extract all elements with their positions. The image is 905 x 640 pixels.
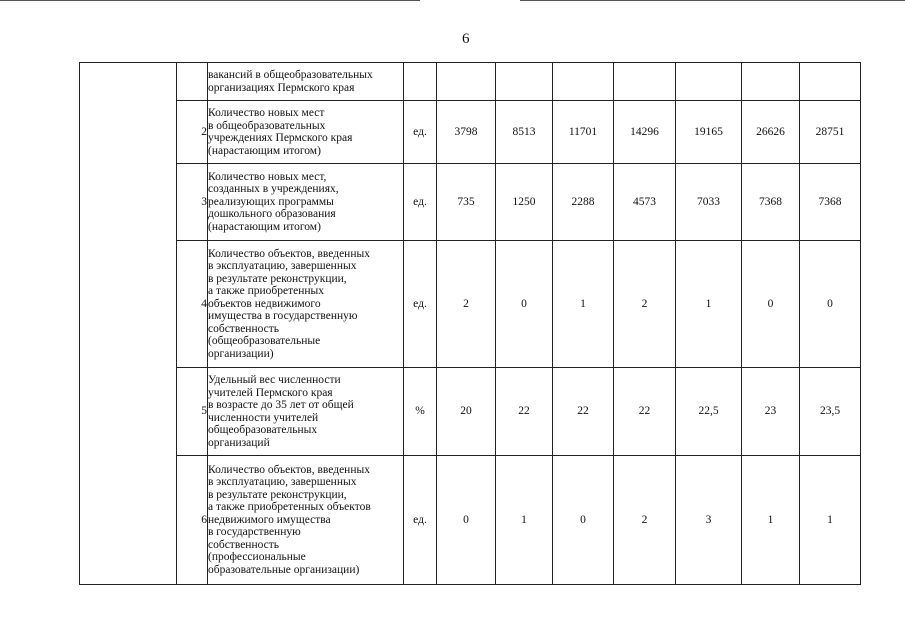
value-cell-7 — [800, 63, 861, 101]
row-number — [177, 63, 208, 101]
table-row — [80, 63, 861, 101]
value-cell-7: 1 — [800, 456, 861, 585]
value-cell-7: 7368 — [800, 164, 861, 241]
table-row — [80, 164, 861, 241]
table-row — [80, 101, 861, 164]
value-cell-2: 8513 — [496, 101, 553, 164]
value-cell-1: 0 — [437, 456, 496, 585]
indicators-table — [79, 62, 861, 585]
row-number: 2 — [177, 101, 208, 164]
page-number: 6 — [462, 31, 470, 47]
value-cell-3: 0 — [553, 456, 614, 585]
unit-cell: % — [404, 368, 437, 456]
value-cell-2: 1250 — [496, 164, 553, 241]
value-cell-7: 28751 — [800, 101, 861, 164]
value-cell-4 — [614, 63, 676, 101]
row-number: 4 — [177, 241, 208, 368]
indicator-name: Количество объектов, введенных в эксплуатацию, завершенных в результате реконструкции, а также приобретенных объектов недвижимого имущества в государственную собственность (профессиональные образовательные организации) — [208, 456, 404, 585]
indicator-name: Количество объектов, введенных в эксплуатацию, завершенных в результате реконструкции, а также приобретенных объектов недвижимого имущества в государственную собственность (общеобразовательные организации) — [208, 241, 404, 368]
value-cell-7: 23,5 — [800, 368, 861, 456]
value-cell-4: 4573 — [614, 164, 676, 241]
value-cell-5: 19165 — [676, 101, 742, 164]
table-row — [80, 368, 861, 456]
value-cell-3: 22 — [553, 368, 614, 456]
unit-cell: ед. — [404, 456, 437, 585]
value-cell-2: 22 — [496, 368, 553, 456]
value-cell-3: 11701 — [553, 101, 614, 164]
value-cell-1: 2 — [437, 241, 496, 368]
table-row — [80, 456, 861, 585]
value-cell-6: 7368 — [742, 164, 800, 241]
indicator-name: Количество новых мест в общеобразовательных учреждениях Пермского края (нарастающим итогом) — [208, 101, 404, 164]
row-number: 5 — [177, 368, 208, 456]
value-cell-4: 2 — [614, 456, 676, 585]
row-number: 6 — [177, 456, 208, 585]
value-cell-2: 0 — [496, 241, 553, 368]
value-cell-6: 1 — [742, 456, 800, 585]
value-cell-1: 735 — [437, 164, 496, 241]
value-cell-6 — [742, 63, 800, 101]
row-number: 3 — [177, 164, 208, 241]
scan-edge-line-left — [0, 0, 420, 1]
value-cell-2: 1 — [496, 456, 553, 585]
value-cell-1: 20 — [437, 368, 496, 456]
value-cell-5: 1 — [676, 241, 742, 368]
value-cell-4: 2 — [614, 241, 676, 368]
value-cell-6: 0 — [742, 241, 800, 368]
value-cell-3: 2288 — [553, 164, 614, 241]
value-cell-4: 14296 — [614, 101, 676, 164]
value-cell-5: 7033 — [676, 164, 742, 241]
unit-cell — [404, 63, 437, 101]
value-cell-2 — [496, 63, 553, 101]
unit-cell: ед. — [404, 241, 437, 368]
value-cell-5 — [676, 63, 742, 101]
value-cell-6: 23 — [742, 368, 800, 456]
unit-cell: ед. — [404, 101, 437, 164]
value-cell-1: 3798 — [437, 101, 496, 164]
value-cell-3 — [553, 63, 614, 101]
indicator-name: вакансий в общеобразовательных организациях Пермского края — [208, 63, 404, 101]
scan-edge-line-right — [520, 0, 905, 1]
value-cell-3: 1 — [553, 241, 614, 368]
indicator-name: Количество новых мест, созданных в учреждениях, реализующих программы дошкольного образования (нарастающим итогом) — [208, 164, 404, 241]
value-cell-6: 26626 — [742, 101, 800, 164]
value-cell-1 — [437, 63, 496, 101]
value-cell-5: 22,5 — [676, 368, 742, 456]
value-cell-7: 0 — [800, 241, 861, 368]
indicator-name: Удельный вес численности учителей Пермского края в возрасте до 35 лет от общей численности учителей общеобразовательных организаций — [208, 368, 404, 456]
unit-cell: ед. — [404, 164, 437, 241]
table-row — [80, 241, 861, 368]
value-cell-4: 22 — [614, 368, 676, 456]
value-cell-5: 3 — [676, 456, 742, 585]
merged-first-column — [80, 63, 177, 585]
